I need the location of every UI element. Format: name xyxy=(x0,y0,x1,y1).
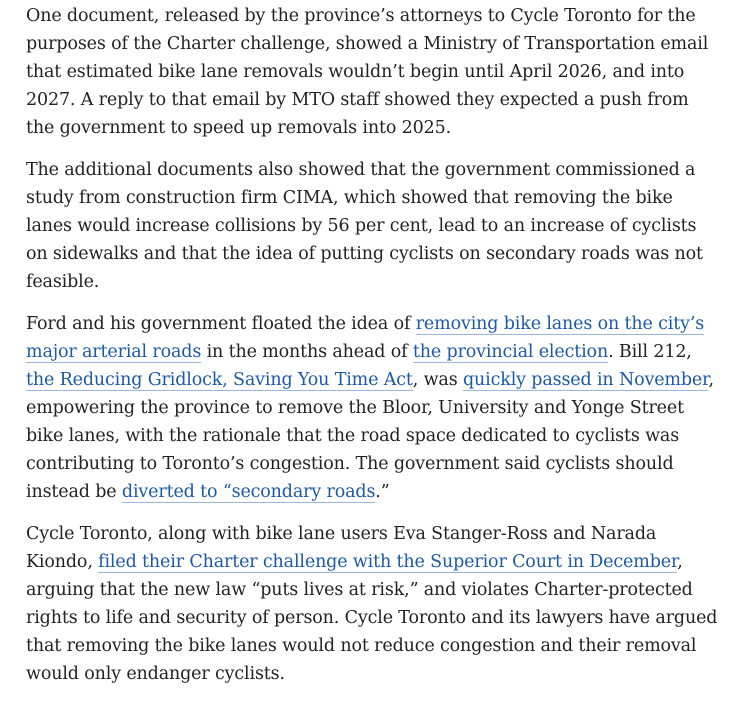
link-provincial-election[interactable]: the provincial election xyxy=(412,342,609,362)
paragraph-text: The additional documents also showed that the government commissioned a study from construction firm CIMA, which showed that removing the bike lanes would increase collisions by 56 per cent, lead to an increase of cyclists on sidewalks and that the idea of putting cyclists on secondary roads was not feasible. xyxy=(26,160,703,292)
paragraph-text: Ford and his government floated the idea of xyxy=(26,314,416,334)
link-quickly-passed-november[interactable]: quickly passed in November xyxy=(462,370,709,390)
link-removing-bike-lanes[interactable]: removing bike lanes on the city’s major arterial roads xyxy=(26,314,705,362)
paragraph-text: One document, released by the province’s attorneys to Cycle Toronto for the purposes of the Charter challenge, showed a Ministry of Transportation email that estimated bike lane removals wouldn’t begin until April 2026, and into 2027. A reply to that email by MTO staff showed they expected a push from the government to speed up removals into 2025. xyxy=(26,6,709,138)
paragraph-bill-212 xyxy=(26,310,722,506)
link-diverted-secondary-roads[interactable]: diverted to “secondary roads xyxy=(121,482,376,502)
paragraph-text: . Bill 212, xyxy=(608,342,692,362)
link-filed-charter-challenge[interactable]: filed their Charter challenge with the Superior Court in December xyxy=(98,552,678,572)
paragraph-charter-challenge xyxy=(26,520,722,688)
paragraph-text: in the months ahead of xyxy=(201,342,413,362)
paragraph-text: , arguing that the new law “puts lives at risk,” and violates Charter-protected rights to life and security of person. Cycle Toronto and its lawyers have argued that removing the bike lanes would not reduce congestion and their removal would only endanger cyclists. xyxy=(26,552,718,684)
link-reducing-gridlock-act[interactable]: the Reducing Gridlock, Saving You Time Act xyxy=(26,370,413,390)
paragraph-text: .” xyxy=(375,482,390,502)
paragraph-text: , empowering the province to remove the Bloor, University and Yonge Street bike lanes, with the rationale that the road space dedicated to cyclists was contributing to Toronto’s congestion. The government said cyclists should instead be xyxy=(26,370,714,502)
paragraph-text: , was xyxy=(412,370,463,390)
paragraph-cima-study xyxy=(26,156,722,296)
paragraph-text: Cycle Toronto, along with bike lane users Eva Stanger-Ross and Narada Kiondo, xyxy=(26,524,657,572)
paragraph-mto-email xyxy=(26,2,722,142)
